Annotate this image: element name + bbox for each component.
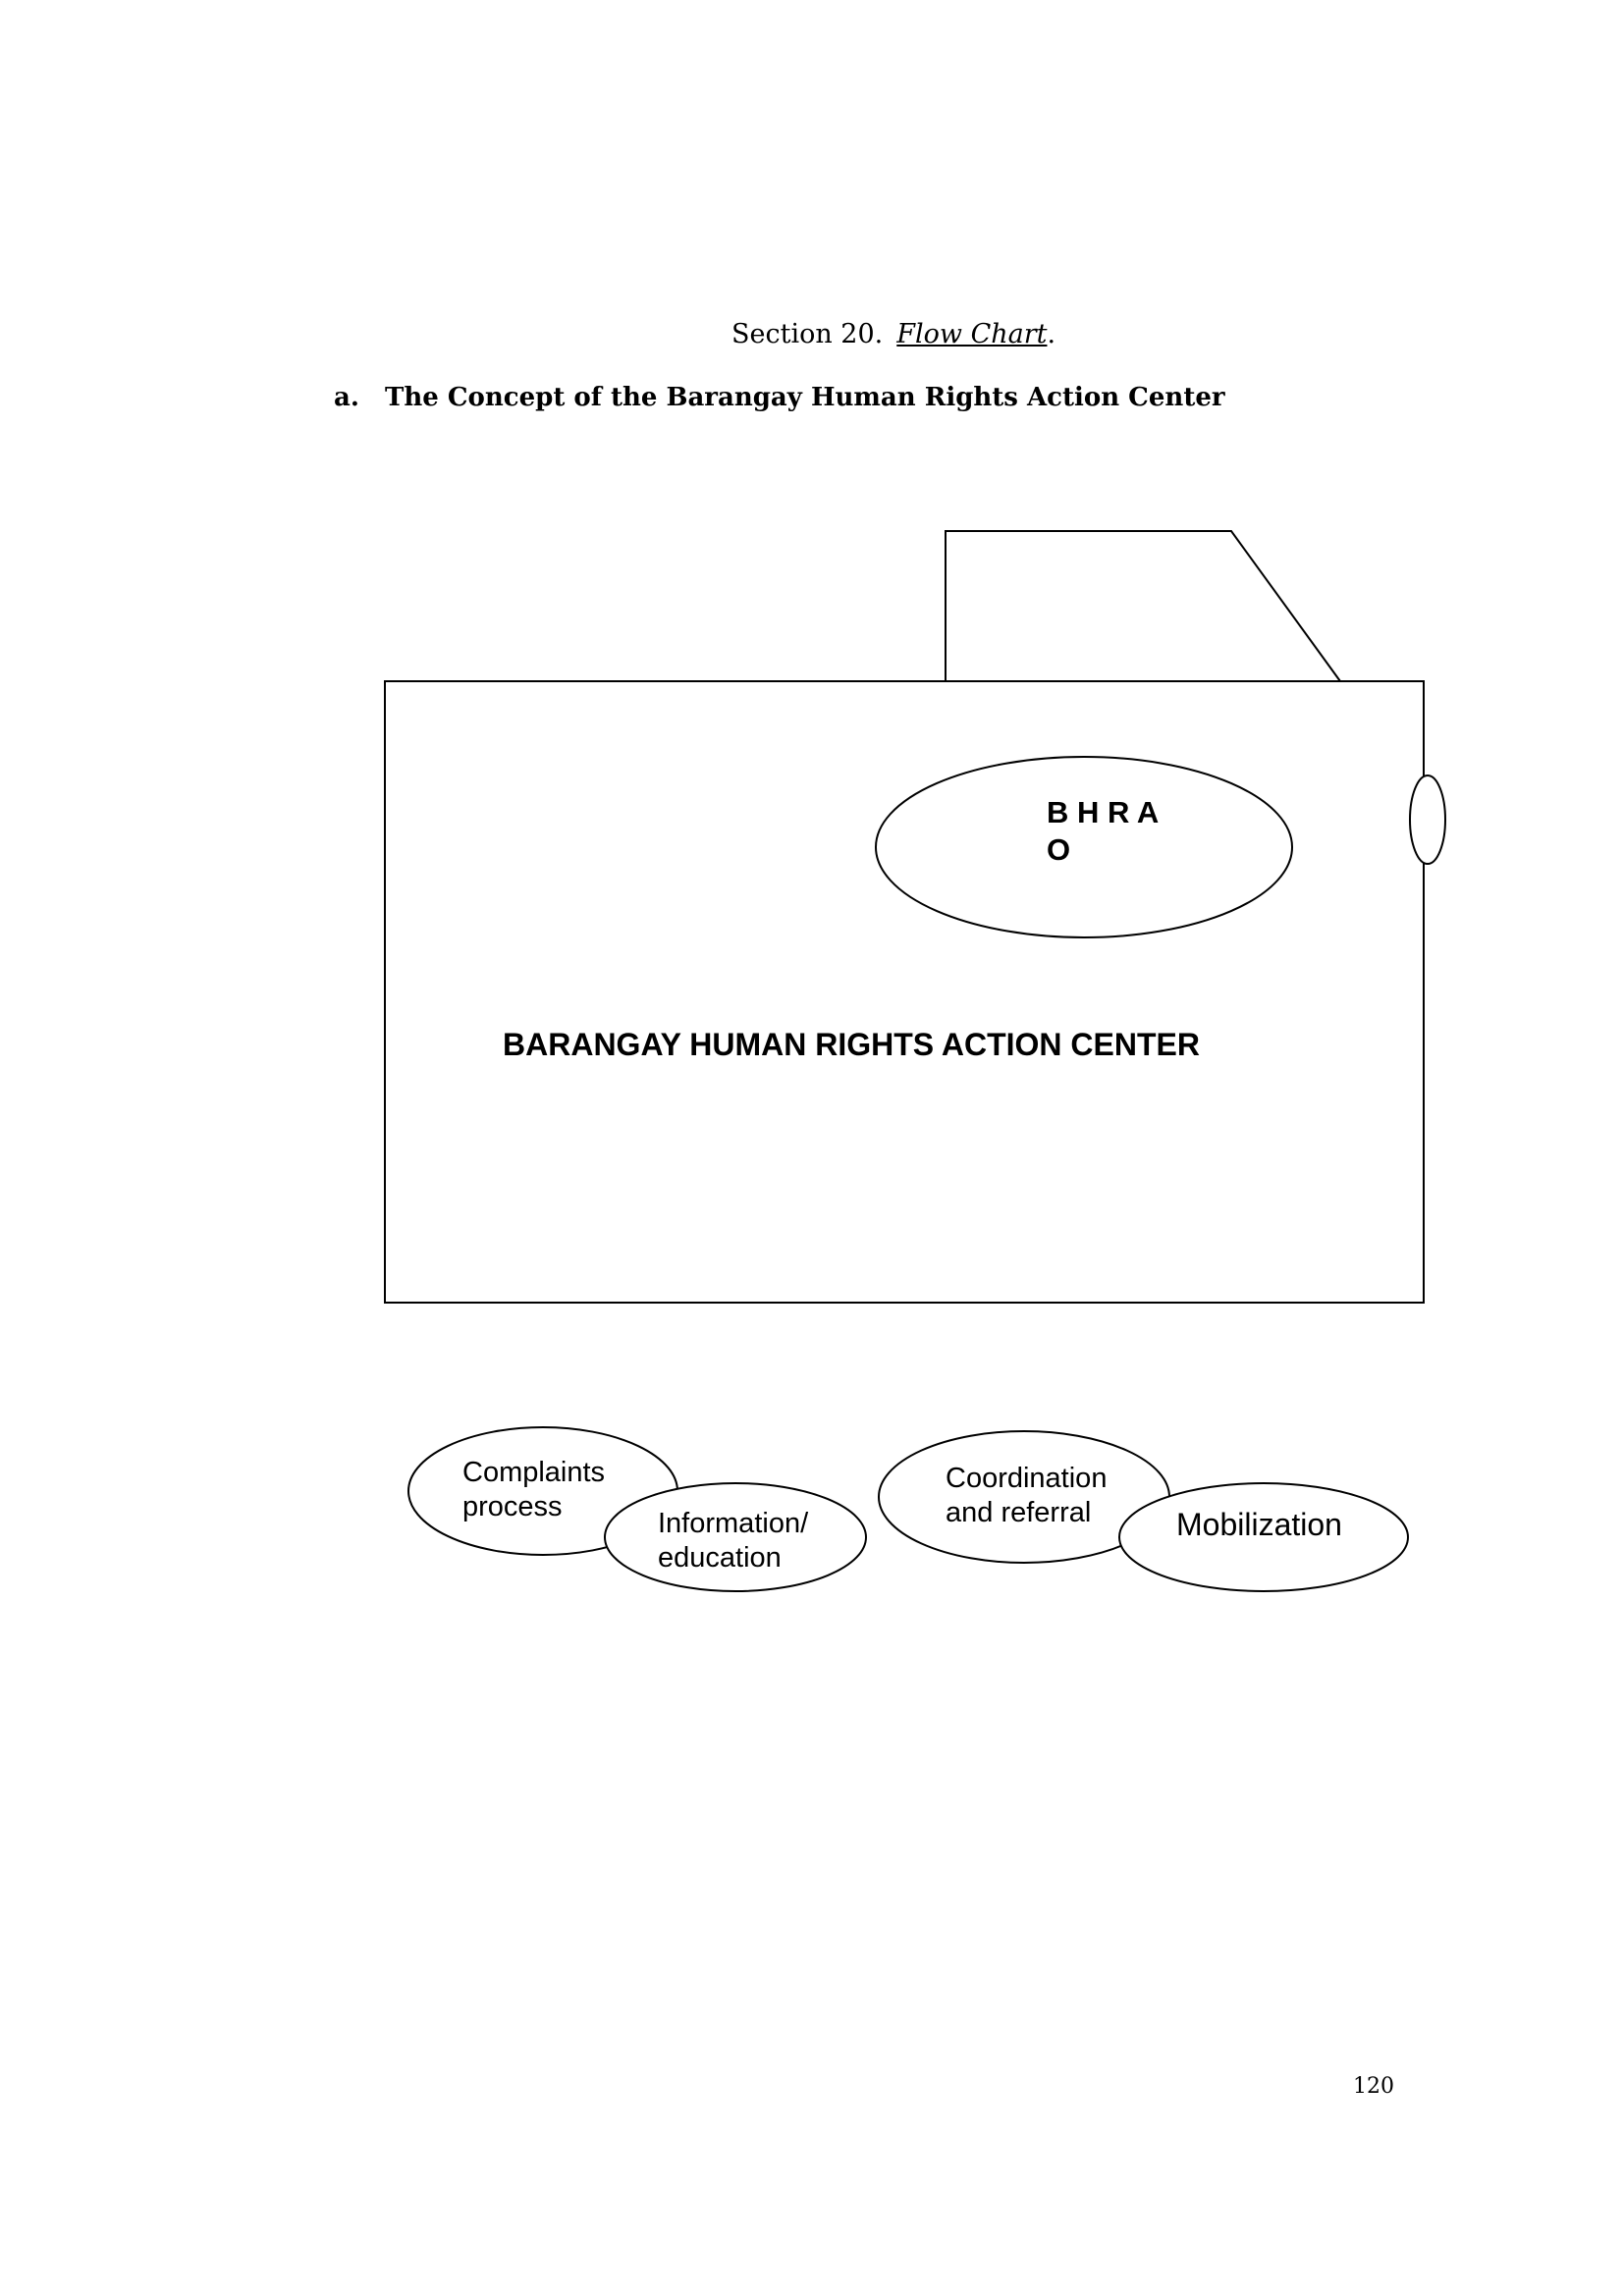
section-title: Flow Chart <box>896 319 1048 349</box>
page-number: 120 <box>1353 2074 1394 2099</box>
house-roof-shape <box>946 531 1340 681</box>
side-knob-ellipse <box>1410 775 1445 864</box>
complaints-process-line2: process <box>462 1491 563 1522</box>
bhrao-ellipse <box>876 757 1292 937</box>
section-label: Section 20. <box>731 319 884 349</box>
bhrao-label-line1: B H R A <box>1047 795 1160 829</box>
information-education-line1: Information/ <box>658 1508 809 1539</box>
subheading-text: The Concept of the Barangay Human Rights Action Center <box>385 383 1225 412</box>
action-center-box <box>385 681 1424 1303</box>
complaints-process-line1: Complaints <box>462 1457 606 1488</box>
subheading-marker: a. <box>334 383 359 412</box>
center-title: BARANGAY HUMAN RIGHTS ACTION CENTER <box>503 1027 1200 1062</box>
information-education-line2: education <box>658 1542 782 1574</box>
mobilization-label: Mobilization <box>1176 1507 1342 1542</box>
coordination-referral-line2: and referral <box>946 1497 1092 1528</box>
coordination-referral-line1: Coordination <box>946 1463 1108 1494</box>
bhrao-label-line2: O <box>1047 832 1071 867</box>
section-period: . <box>1047 319 1056 349</box>
